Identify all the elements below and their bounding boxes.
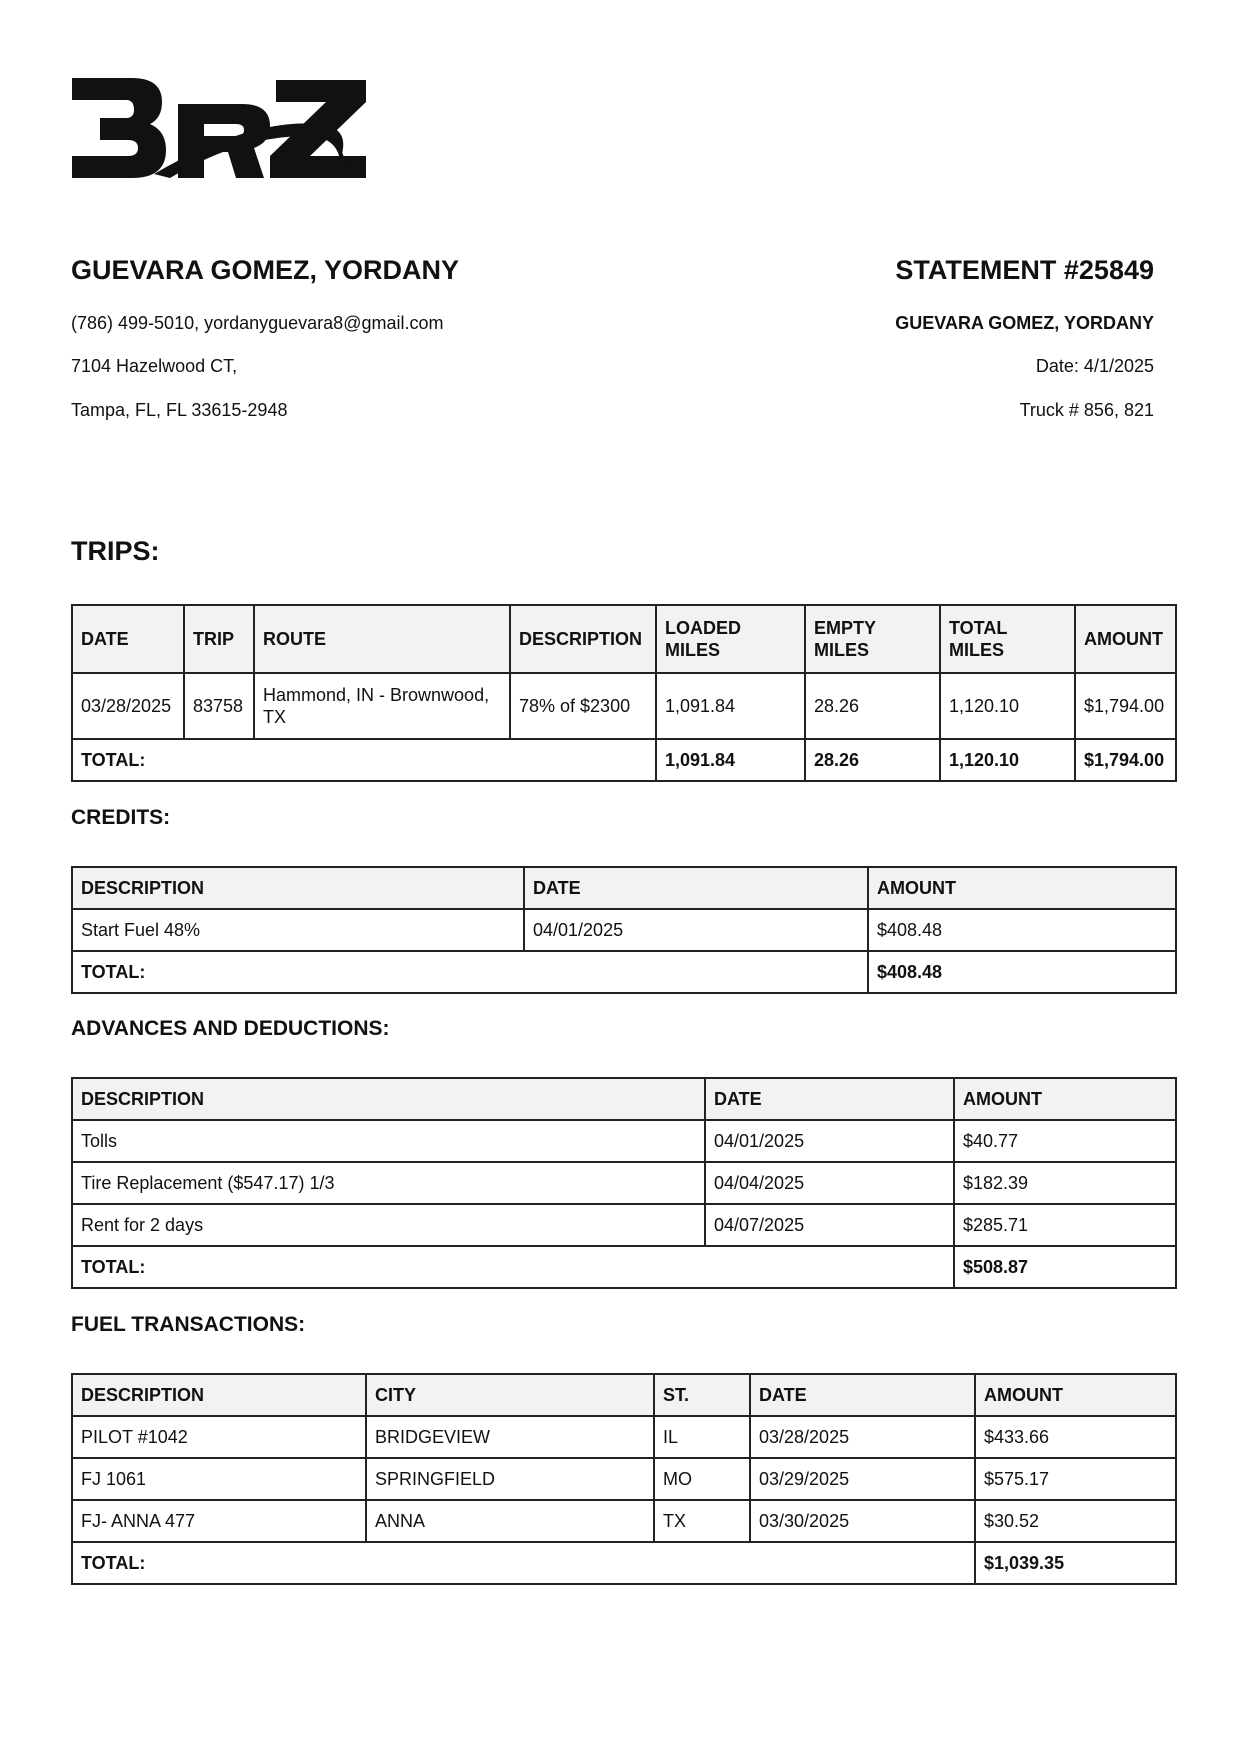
table-cell: $40.77: [954, 1120, 1176, 1162]
table-cell: $182.39: [954, 1162, 1176, 1204]
fuel-title: FUEL TRANSACTIONS:: [71, 1313, 306, 1336]
column-header: AMOUNT: [868, 867, 1176, 909]
total-amount: $408.48: [868, 951, 1176, 993]
table-cell: 03/28/2025: [750, 1416, 975, 1458]
total-amount: $1,039.35: [975, 1542, 1176, 1584]
table-cell: Tire Replacement ($547.17) 1/3: [72, 1162, 705, 1204]
advances-title: ADVANCES AND DEDUCTIONS:: [71, 1017, 390, 1040]
trips-table: [71, 604, 1177, 782]
statement-number: STATEMENT #25849: [895, 255, 1154, 285]
total-amount: $508.87: [954, 1246, 1176, 1288]
table-row: [72, 1162, 1176, 1204]
column-header: AMOUNT: [975, 1374, 1176, 1416]
statement-date: Date: 4/1/2025: [1035, 356, 1154, 376]
truck-number: Truck # 856, 821: [1019, 400, 1154, 420]
fuel-table: [71, 1373, 1177, 1585]
table-cell: SPRINGFIELD: [366, 1458, 654, 1500]
table-row: [72, 1458, 1176, 1500]
total-label: TOTAL:: [72, 1542, 975, 1584]
table-cell: $408.48: [868, 909, 1176, 951]
statement-info: [634, 254, 1154, 420]
statement-name: GUEVARA GOMEZ, YORDANY: [895, 313, 1154, 333]
total-row: [72, 1542, 1176, 1584]
table-header-row: [72, 1078, 1176, 1120]
table-cell: BRIDGEVIEW: [366, 1416, 654, 1458]
credits-title: CREDITS:: [71, 806, 171, 829]
table-cell: MO: [654, 1458, 750, 1500]
column-header: TOTAL MILES: [940, 605, 1075, 673]
total-row: [72, 739, 1176, 781]
column-header: CITY: [366, 1374, 654, 1416]
table-row: [72, 1500, 1176, 1542]
table-cell: Start Fuel 48%: [72, 909, 524, 951]
column-header: DESCRIPTION: [72, 1374, 366, 1416]
table-cell: 83758: [184, 673, 254, 739]
total-miles: 1,120.10: [940, 739, 1075, 781]
driver-address-line2: Tampa, FL, FL 33615-2948: [71, 400, 288, 420]
column-header: DESCRIPTION: [72, 1078, 705, 1120]
table-cell: 04/07/2025: [705, 1204, 954, 1246]
column-header: AMOUNT: [954, 1078, 1176, 1120]
trips-title: TRIPS:: [71, 536, 160, 566]
column-header: EMPTY MILES: [805, 605, 940, 673]
column-header: TRIP: [184, 605, 254, 673]
table-cell: Hammond, IN - Brownwood, TX: [254, 673, 510, 739]
table-cell: $30.52: [975, 1500, 1176, 1542]
total-row: [72, 951, 1176, 993]
table-header-row: [72, 1374, 1176, 1416]
column-header: ST.: [654, 1374, 750, 1416]
total-label: TOTAL:: [72, 739, 656, 781]
table-cell: 03/28/2025: [72, 673, 184, 739]
total-amount: $1,794.00: [1075, 739, 1176, 781]
total-row: [72, 1246, 1176, 1288]
table-cell: ANNA: [366, 1500, 654, 1542]
driver-name: GUEVARA GOMEZ, YORDANY: [71, 255, 460, 285]
column-header: DATE: [524, 867, 868, 909]
table-row: [72, 909, 1176, 951]
table-header-row: [72, 867, 1176, 909]
table-cell: FJ- ANNA 477: [72, 1500, 366, 1542]
column-header: AMOUNT: [1075, 605, 1176, 673]
table-cell: 28.26: [805, 673, 940, 739]
table-cell: 1,120.10: [940, 673, 1075, 739]
column-header: DATE: [72, 605, 184, 673]
driver-info: [71, 254, 671, 420]
table-row: [72, 1120, 1176, 1162]
table-row: [72, 1204, 1176, 1246]
table-cell: $285.71: [954, 1204, 1176, 1246]
table-cell: 04/01/2025: [524, 909, 868, 951]
table-cell: Tolls: [72, 1120, 705, 1162]
table-cell: 04/04/2025: [705, 1162, 954, 1204]
table-cell: TX: [654, 1500, 750, 1542]
table-cell: $433.66: [975, 1416, 1176, 1458]
table-cell: 78% of $2300: [510, 673, 656, 739]
advances-table: [71, 1077, 1177, 1289]
table-cell: 1,091.84: [656, 673, 805, 739]
table-cell: 03/30/2025: [750, 1500, 975, 1542]
column-header: LOADED MILES: [656, 605, 805, 673]
table-cell: PILOT #1042: [72, 1416, 366, 1458]
table-row: [72, 673, 1176, 739]
table-header-row: [72, 605, 1176, 673]
table-cell: 04/01/2025: [705, 1120, 954, 1162]
table-cell: $1,794.00: [1075, 673, 1176, 739]
total-empty-miles: 28.26: [805, 739, 940, 781]
column-header: DATE: [750, 1374, 975, 1416]
column-header: ROUTE: [254, 605, 510, 673]
table-cell: Rent for 2 days: [72, 1204, 705, 1246]
credits-table: [71, 866, 1177, 994]
column-header: DESCRIPTION: [510, 605, 656, 673]
table-cell: $575.17: [975, 1458, 1176, 1500]
total-label: TOTAL:: [72, 1246, 954, 1288]
table-cell: IL: [654, 1416, 750, 1458]
driver-address-line1: 7104 Hazelwood CT,: [71, 356, 238, 376]
column-header: DATE: [705, 1078, 954, 1120]
table-cell: FJ 1061: [72, 1458, 366, 1500]
column-header: DESCRIPTION: [72, 867, 524, 909]
table-cell: 03/29/2025: [750, 1458, 975, 1500]
total-loaded-miles: 1,091.84: [656, 739, 805, 781]
brz-logo: [70, 78, 380, 190]
driver-contact: (786) 499-5010, yordanyguevara8@gmail.com: [71, 313, 444, 333]
table-row: [72, 1416, 1176, 1458]
total-label: TOTAL:: [72, 951, 868, 993]
